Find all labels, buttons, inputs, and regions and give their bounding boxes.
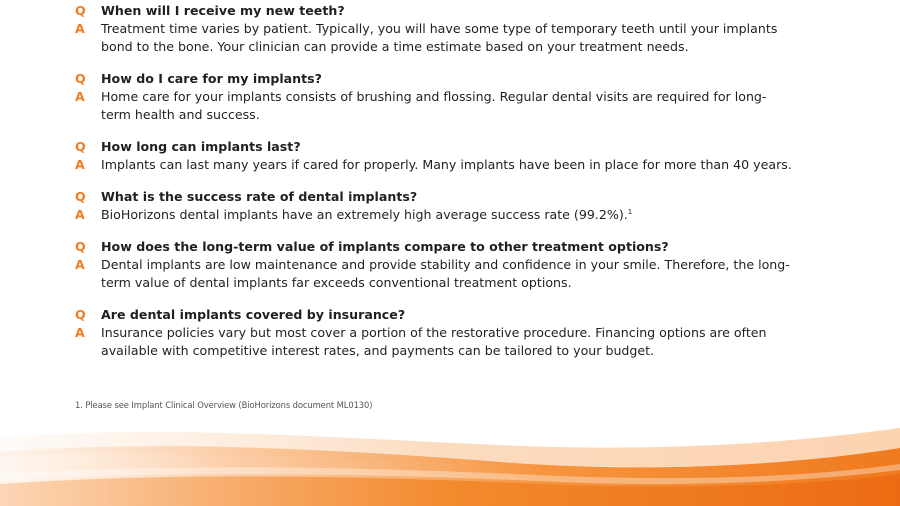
answer-text: Treatment time varies by patient. Typically, you will have some type of temporary teeth until your implants bond to the bone. Your clinician can provide a time estimate based on your treatment needs. (101, 21, 778, 54)
question-line (75, 238, 795, 256)
answer-text: Insurance policies vary but most cover a portion of the restorative procedure. Financing options are often available with competitive interest rates, and payments can be tailored to your budget. (101, 325, 767, 358)
question-text: How does the long-term value of implants compare to other treatment options? (101, 239, 669, 254)
answer-line (75, 206, 795, 224)
answer-body: BioHorizons dental implants have an extremely high average success rate (99.2%). (101, 207, 628, 222)
question-text: What is the success rate of dental implants? (101, 189, 418, 204)
answer-marker: A (75, 157, 85, 172)
answer-line (75, 20, 795, 56)
answer-line (75, 256, 795, 292)
question-line (75, 138, 795, 156)
answer-marker: A (75, 325, 85, 340)
answer-text: Implants can last many years if cared for properly. Many implants have been in place for more than 40 years. (101, 157, 792, 172)
question-line (75, 2, 795, 20)
question-text: How do I care for my implants? (101, 71, 322, 86)
decorative-orange-swoosh (0, 418, 900, 506)
answer-text: Dental implants are low maintenance and provide stability and confidence in your smile. Therefore, the long-term value of dental implants far exceeds conventional treatment options. (101, 257, 790, 290)
question-text: When will I receive my new teeth? (101, 3, 345, 18)
question-line (75, 70, 795, 88)
faq-item (75, 138, 795, 174)
question-marker: Q (75, 139, 86, 154)
faq-item (75, 2, 795, 56)
faq-item (75, 70, 795, 124)
faq-item (75, 306, 795, 360)
question-line (75, 306, 795, 324)
answer-marker: A (75, 21, 85, 36)
answer-text: Home care for your implants consists of brushing and flossing. Regular dental visits are required for long-term health and success. (101, 89, 767, 122)
question-text: How long can implants last? (101, 139, 301, 154)
footnote: 1. Please see Implant Clinical Overview (BioHorizons document ML0130) (75, 400, 373, 410)
faq-item (75, 188, 795, 224)
answer-line (75, 156, 795, 174)
answer-line (75, 88, 795, 124)
question-marker: Q (75, 189, 86, 204)
answer-text (101, 206, 632, 224)
answer-marker: A (75, 257, 85, 272)
faq-list (75, 2, 795, 360)
faq-item (75, 238, 795, 292)
question-marker: Q (75, 239, 86, 254)
question-text: Are dental implants covered by insurance? (101, 307, 406, 322)
answer-marker: A (75, 89, 85, 104)
answer-marker: A (75, 207, 85, 222)
question-marker: Q (75, 3, 86, 18)
answer-line (75, 324, 795, 360)
question-marker: Q (75, 71, 86, 86)
question-line (75, 188, 795, 206)
footnote-reference: 1 (627, 208, 633, 216)
question-marker: Q (75, 307, 86, 322)
